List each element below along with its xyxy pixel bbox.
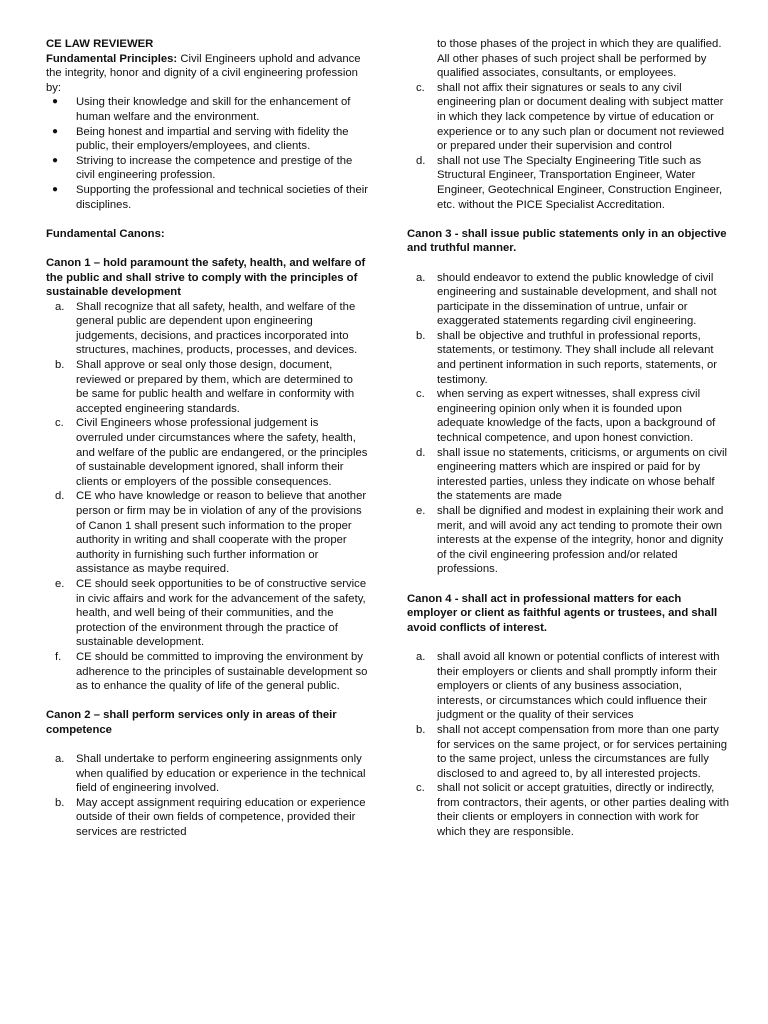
- list-item: [46, 183, 368, 212]
- principles-list: [46, 95, 368, 212]
- list-item-text: Shall undertake to perform engineering assignments only when qualified by education or experience in the technical field of engineering involved.: [76, 753, 366, 795]
- list-item-text: Striving to increase the competence and prestige of the civil engineering profession.: [76, 154, 353, 182]
- canon4-title: Canon 4 - shall act in professional matters for each employer or client as faithful agents or trustees, and shall avoid conflicts of interest.: [407, 592, 718, 634]
- bullet-icon: ●: [52, 154, 59, 166]
- list-item: [407, 723, 730, 781]
- list-item-text: when serving as expert witnesses, shall express civil engineering opinion only when it is founded upon adequate knowledge of the facts, upon a background of technical competence, and upon honest conviction.: [437, 388, 716, 445]
- canon1-list: [46, 300, 368, 694]
- list-item: [407, 504, 730, 577]
- list-marker: b.: [55, 359, 65, 372]
- list-item: [46, 125, 368, 154]
- list-item-text: CE should seek opportunities to be of constructive service in civic affairs and work for the advancement of the safety, health, and well being of their communities, and the protection of the environment through the practice of sustainable development.: [76, 577, 367, 649]
- list-item: [46, 416, 368, 489]
- canon2-list: [46, 752, 368, 840]
- list-marker: e.: [416, 505, 426, 517]
- list-item: [46, 650, 368, 694]
- list-marker: c.: [416, 81, 425, 94]
- list-marker: f.: [55, 650, 62, 663]
- list-item-text: shall avoid all known or potential conflicts of interest with their employers or clients and shall promptly inform their employers or clients of any business association, interests, or circumstances which could influence their judgment or the quality of their services: [437, 650, 720, 722]
- list-item-text: shall issue no statements, criticisms, or arguments on civil engineering matters which are inspired or paid for by interested parties, unless they indicate on whose behalf the statements are made: [437, 446, 728, 503]
- canons-heading: Fundamental Canons:: [46, 227, 165, 240]
- list-item-text: Using their knowledge and skill for the enhancement of human welfare and the environment.: [76, 96, 351, 123]
- list-marker: b.: [416, 723, 426, 736]
- list-item: [46, 577, 368, 650]
- principles-intro: Civil Engineers uphold and advance the integrity, honor and dignity of a civil engineering profession by:: [46, 52, 361, 94]
- bullet-icon: ●: [52, 125, 59, 137]
- list-item-text: shall be dignified and modest in explaining their work and merit, and will avoid any act tending to promote their own interests at the expense of the integrity, honor and dignity of the civil engineering profession and/or related professions.: [437, 505, 724, 576]
- document-title: CE LAW REVIEWER: [46, 38, 154, 50]
- list-item: [407, 329, 730, 387]
- list-marker: a.: [55, 753, 65, 766]
- list-item-text: Being honest and impartial and serving with fidelity the public, their employers/employees, and clients.: [76, 125, 349, 153]
- list-marker: a.: [416, 271, 426, 284]
- canon2-title: Canon 2 – shall perform services only in areas of their competence: [46, 709, 337, 736]
- list-item: [407, 271, 730, 329]
- list-item-text: shall not accept compensation from more than one party for services on the same project, or for services pertaining to the same project, unless the circumstances are fully disclosed to and agreed to, by all interested projects.: [437, 723, 728, 780]
- list-item: [46, 796, 368, 840]
- canon2-continued-list: [407, 37, 730, 212]
- list-marker: a.: [55, 300, 65, 313]
- list-item-text: CE who have knowledge or reason to believe that another person or firm may be in violation of any of the provisions of Canon 1 shall present such information to the proper authority in writing and shall cooperate with the proper authority in furnishing such further information or assistance as maybe required.: [76, 490, 367, 576]
- list-item-text: Supporting the professional and technical societies of their disciplines.: [76, 183, 369, 211]
- principles-paragraph: [46, 52, 368, 96]
- list-item-text: Shall recognize that all safety, health, and welfare of the general public are dependent upon engineering judgements, decisions, and practices incorporated into structures, machines, products, processes, and devices.: [76, 300, 358, 357]
- list-item-text: Civil Engineers whose professional judgement is overruled under circumstances where the safety, health, and welfare of the public are endangered, or the principles of sustainable development ignored, shall inform their clients or employers of the possible consequences.: [76, 417, 368, 488]
- list-marker: c.: [416, 782, 425, 795]
- principles-heading: Fundamental Principles:: [46, 52, 178, 65]
- list-item: [46, 95, 368, 124]
- list-item-text: should endeavor to extend the public knowledge of civil engineering and sustainable development, and shall not participate in the dissemination of untrue, unfair or exaggerated statements regarding civil engineering.: [437, 271, 717, 328]
- list-marker: b.: [55, 796, 65, 809]
- list-item: [407, 446, 730, 504]
- list-item: [407, 650, 730, 723]
- list-item-text: Shall approve or seal only those design, document, reviewed or prepared by them, which are determined to be same for public health and welfare in conformity with accepted engineering standards.: [76, 359, 355, 415]
- list-marker: e.: [55, 577, 65, 590]
- list-marker: d.: [416, 446, 426, 459]
- list-item-text: CE should be committed to improving the environment by adherence to the principles of sustainable development so as to enhance the quality of life of the general public.: [76, 650, 368, 693]
- bullet-icon: ●: [52, 96, 59, 108]
- list-item: [407, 387, 730, 445]
- list-item: [407, 781, 730, 839]
- list-item-text: shall not affix their signatures or seals to any civil engineering plan or document dealing with subject matter in which they lack competence by virtue of education or experience or to any such plan or document not reviewed or prepared under their supervision and control: [437, 81, 724, 153]
- list-item: [407, 81, 730, 154]
- list-marker: c.: [416, 388, 425, 401]
- canon1-title: Canon 1 – hold paramount the safety, health, and welfare of the public and shall strive to comply with the principles of sustainable development: [46, 256, 366, 299]
- list-marker: d.: [55, 490, 65, 503]
- list-item: [46, 752, 368, 796]
- right-column: [407, 37, 730, 840]
- list-item-text: shall not solicit or accept gratuities, directly or indirectly, from contractors, their agents, or other parties dealing with their clients or employers in connection with work for which they are responsible.: [437, 782, 729, 839]
- list-marker: d.: [416, 154, 426, 167]
- list-item: [46, 358, 368, 416]
- canon4-list: [407, 650, 730, 840]
- list-item: [46, 154, 368, 183]
- bullet-icon: ●: [52, 183, 59, 195]
- list-item: [407, 154, 730, 212]
- list-item-text: to those phases of the project in which they are qualified. All other phases of such project shall be performed by qualified associates, consultants, or employees.: [437, 38, 722, 80]
- list-marker: b.: [416, 329, 426, 342]
- list-item: [46, 489, 368, 577]
- list-item: [46, 300, 368, 358]
- list-item: [407, 37, 730, 81]
- list-marker: c.: [55, 417, 64, 430]
- canon3-title: Canon 3 - shall issue public statements only in an objective and truthful manner.: [407, 227, 727, 255]
- list-marker: a.: [416, 650, 426, 663]
- canon3-list: [407, 271, 730, 577]
- list-item-text: May accept assignment requiring education or experience outside of their own fields of competence, provided their services are restricted: [76, 796, 366, 839]
- left-column: [46, 37, 368, 840]
- list-item-text: shall not use The Specialty Engineering Title such as Structural Engineer, Transportation Engineer, Water Engineer, Geotechnical Engineer, Construction Engineer, etc. without the PICE Specialist Accreditation.: [437, 154, 723, 211]
- list-item-text: shall be objective and truthful in professional reports, statements, or testimony. They shall include all relevant and pertinent information in such reports, statements, or testimony.: [437, 329, 718, 386]
